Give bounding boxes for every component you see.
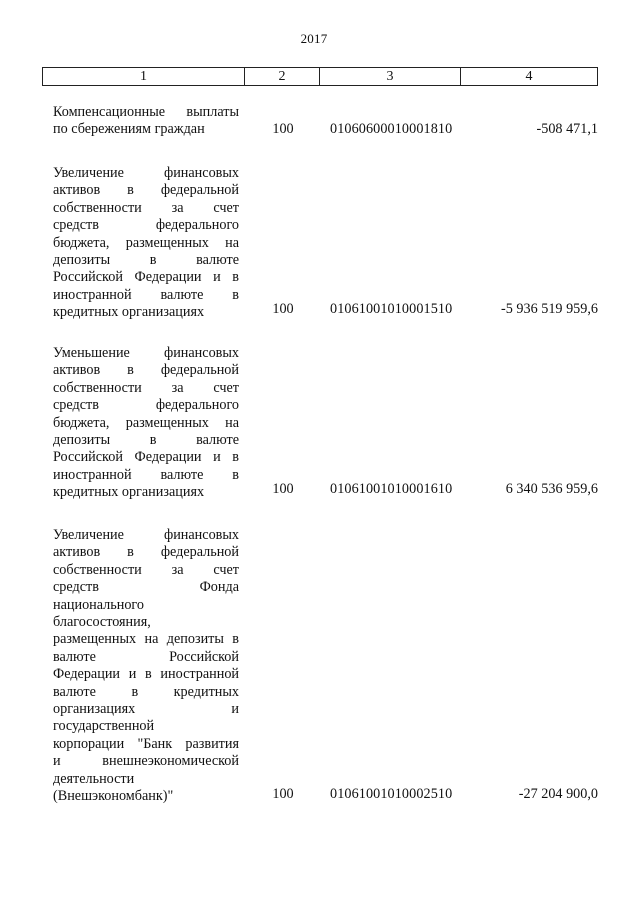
- row-description: [53, 345, 239, 502]
- row-code: 100: [272, 301, 294, 317]
- column-header-4: 4: [525, 69, 533, 84]
- column-header-3: 3: [320, 68, 461, 85]
- description-line: депозиты в валюте: [53, 432, 239, 449]
- row-kbk: 01061001010001510: [330, 301, 453, 317]
- description-line: собственности за счет: [53, 199, 239, 216]
- description-line: кредитных организациях: [53, 304, 205, 321]
- description-line: деятельности: [53, 770, 135, 787]
- row-code: 100: [272, 786, 294, 802]
- description-line: валюте Российской: [53, 648, 239, 665]
- description-line: депозиты в валюте: [53, 252, 239, 269]
- description-line: и внешнеэкономической: [53, 753, 239, 770]
- description-line: Федерации и в иностранной: [53, 666, 239, 683]
- description-line: Увеличение финансовых: [53, 527, 239, 543]
- description-line: организациях и: [53, 701, 239, 718]
- description-line: активов в федеральной: [53, 182, 239, 199]
- description-line: (Внешэкономбанк)": [53, 788, 174, 805]
- description-line: по сбережениям граждан: [53, 121, 205, 138]
- description-line: иностранной валюте в: [53, 466, 239, 483]
- column-header-1: 1: [43, 68, 245, 85]
- row-description: [53, 104, 239, 139]
- description-line: иностранной валюте в: [53, 286, 239, 303]
- description-line: Уменьшение финансовых: [53, 345, 239, 361]
- description-line: средств Фонда: [53, 579, 239, 596]
- row-amount: -27 204 900,0: [518, 786, 598, 802]
- table-header: [42, 67, 598, 86]
- description-line: бюджета, размещенных на: [53, 414, 239, 431]
- row-description: [53, 165, 239, 322]
- description-line: национального: [53, 596, 144, 613]
- page-number: 2017: [300, 31, 328, 46]
- description-line: активов в федеральной: [53, 544, 239, 561]
- row-code: 100: [272, 121, 294, 137]
- description-line: активов в федеральной: [53, 362, 239, 379]
- description-line: Компенсационные выплаты: [53, 104, 239, 120]
- description-line: Увеличение финансовых: [53, 165, 239, 181]
- row-kbk: 01061001010002510: [330, 786, 453, 802]
- row-amount: -508 471,1: [536, 121, 598, 137]
- description-line: валюте в кредитных: [53, 683, 239, 700]
- row-code: 100: [272, 481, 294, 497]
- description-line: Российской Федерации и в: [53, 449, 239, 466]
- row-amount: 6 340 536 959,6: [505, 481, 598, 497]
- description-line: средств федерального: [53, 397, 239, 414]
- description-line: собственности за счет: [53, 379, 239, 396]
- description-line: государственной: [53, 718, 155, 735]
- description-line: бюджета, размещенных на: [53, 234, 239, 251]
- row-description: [53, 527, 239, 806]
- description-line: размещенных на депозиты в: [53, 631, 239, 648]
- description-line: корпорации "Банк развития: [53, 735, 239, 752]
- row-kbk: 01061001010001610: [330, 481, 453, 497]
- description-line: средств федерального: [53, 217, 239, 234]
- row-kbk: 01060600010001810: [330, 121, 453, 137]
- description-line: благосостояния,: [53, 614, 151, 631]
- row-amount: -5 936 519 959,6: [501, 301, 598, 317]
- description-line: Российской Федерации и в: [53, 269, 239, 286]
- column-header-2: 2: [245, 68, 320, 85]
- description-line: собственности за счет: [53, 561, 239, 578]
- description-line: кредитных организациях: [53, 484, 205, 501]
